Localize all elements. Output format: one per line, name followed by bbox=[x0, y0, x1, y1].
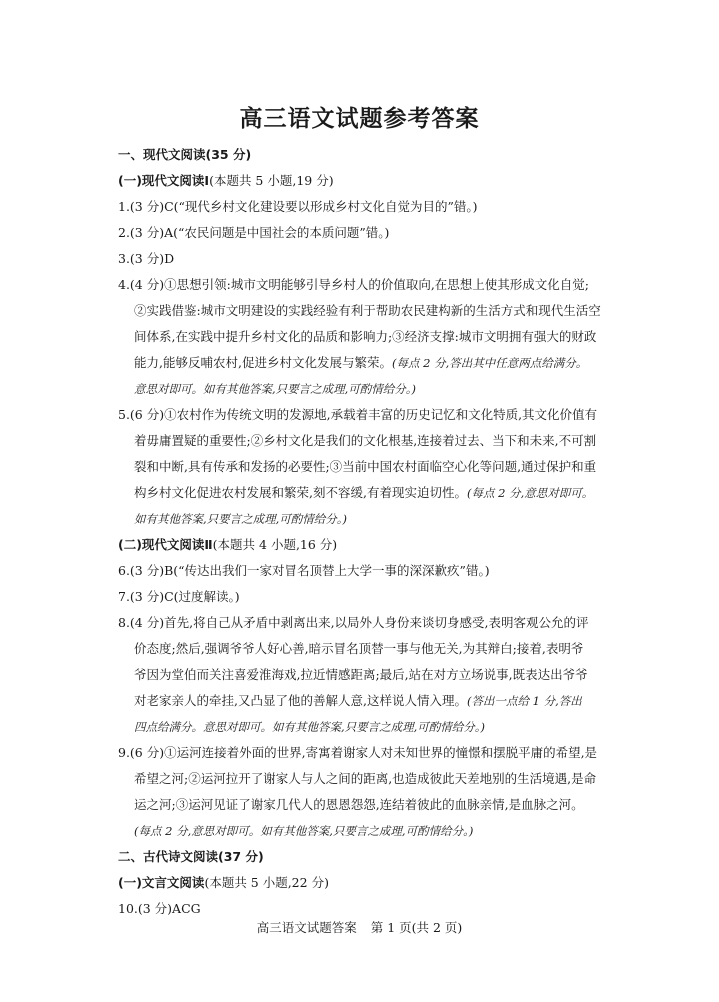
line-text: 2.(3 分)A(“农民问题是中国社会的本质问题”错。) bbox=[118, 225, 390, 240]
line-text: 爷因为堂伯而关注喜爱淮海戏,拉近情感距离;最后,站在对方立场说事,既表达出爷爷 bbox=[134, 667, 588, 682]
scoring-note: (答出一点给 1 分,答出 bbox=[466, 694, 582, 708]
answer-item bbox=[118, 740, 666, 766]
scoring-note: 如有其他答案,只要言之成理,可酌情给分。) bbox=[134, 512, 348, 526]
line-text: 5.(6 分)①农村作为传统文明的发源地,承载着丰富的历史记忆和文化特质,其文化价值有 bbox=[118, 407, 598, 422]
line-text: 二、古代诗文阅读(37 分) bbox=[118, 849, 264, 864]
line-text: 9.(6 分)①运河连接着外面的世界,寄寓着谢家人对未知世界的憧憬和摆脱平庸的希望,是 bbox=[118, 745, 598, 760]
answer-item bbox=[118, 558, 666, 584]
section-heading bbox=[118, 142, 666, 168]
line-text: 希望之河;②运河拉开了谢家人与人之间的距离,也造成彼此天差地别的生活境遇,是命 bbox=[134, 771, 597, 786]
line-text: 3.(3 分)D bbox=[118, 251, 175, 266]
line-text: (一)现代文阅读Ⅰ bbox=[118, 173, 210, 188]
scoring-note: (每点 2 分,答出其中任意两点给满分。 bbox=[391, 356, 588, 370]
scoring-note: (每点 2 分,意思对即可。 bbox=[466, 486, 594, 500]
answer-continuation bbox=[118, 688, 666, 714]
scoring-note: 四点给满分。意思对即可。如有其他答案,只要言之成理,可酌情给分。) bbox=[134, 720, 486, 734]
answer-continuation bbox=[118, 766, 666, 792]
section-heading bbox=[118, 168, 666, 194]
line-text: 间体系,在实践中提升乡村文化的品质和影响力;③经济支撑:城市文明拥有强大的财政 bbox=[134, 329, 597, 344]
line-text: 7.(3 分)C(过度解读。) bbox=[118, 589, 240, 604]
line-text: 6.(3 分)B(“传达出我们一家对冒名顶替上大学一事的深深歉疚”错。) bbox=[118, 563, 490, 578]
answer-continuation bbox=[118, 662, 666, 688]
line-text: 裂和中断,具有传承和发扬的必要性;③当前中国农村面临空心化等问题,通过保护和重 bbox=[134, 459, 597, 474]
answer-continuation bbox=[118, 636, 666, 662]
line-text: 构乡村文化促进农村发展和繁荣,刻不容缓,有着现实迫切性。 bbox=[134, 485, 467, 500]
answer-item bbox=[118, 402, 666, 428]
answer-item bbox=[118, 220, 666, 246]
answer-continuation bbox=[118, 298, 666, 324]
page-footer bbox=[0, 918, 719, 936]
section-heading bbox=[118, 870, 666, 896]
section-heading bbox=[118, 844, 666, 870]
heading-detail: (本题共 5 小题,19 分) bbox=[209, 173, 334, 188]
answer-continuation bbox=[118, 454, 666, 480]
answer-continuation bbox=[118, 428, 666, 454]
answer-content bbox=[118, 142, 666, 922]
line-text: (一)文言文阅读 bbox=[118, 875, 205, 890]
answer-continuation bbox=[118, 818, 666, 844]
answer-continuation bbox=[118, 350, 666, 376]
line-text: 着毋庸置疑的重要性;②乡村文化是我们的文化根基,连接着过去、当下和未来,不可割 bbox=[134, 433, 597, 448]
answer-item bbox=[118, 610, 666, 636]
answer-continuation bbox=[118, 376, 666, 402]
footer-doc-title: 高三语文试题答案 bbox=[256, 920, 357, 935]
heading-detail: (本题共 4 小题,16 分) bbox=[212, 537, 338, 552]
line-text: 4.(4 分)①思想引领:城市文明能够引导乡村人的价值取向,在思想上使其形成文化自觉; bbox=[118, 277, 590, 292]
answer-continuation bbox=[118, 714, 666, 740]
line-text: 8.(4 分)首先,将自己从矛盾中剥离出来,以局外人身份来谈切身感受,表明客观公允的评 bbox=[118, 615, 589, 630]
page-title: 高三语文试题参考答案 bbox=[239, 106, 480, 132]
answer-continuation bbox=[118, 324, 666, 350]
answer-item bbox=[118, 246, 666, 272]
scoring-note: (每点 2 分,意思对即可。如有其他答案,只要言之成理,可酌情给分。) bbox=[134, 824, 474, 838]
line-text: 对老家亲人的牵挂,又凸显了他的善解人意,这样说人情入理。 bbox=[134, 693, 467, 708]
line-text: 运之河;③运河见证了谢家几代人的恩恩怨怨,连结着彼此的血脉亲情,是血脉之河。 bbox=[134, 797, 584, 812]
answer-item bbox=[118, 584, 666, 610]
section-heading bbox=[118, 532, 666, 558]
answer-continuation bbox=[118, 792, 666, 818]
answer-item bbox=[118, 272, 666, 298]
footer-page-number: 第 1 页(共 2 页) bbox=[370, 920, 463, 935]
answer-item bbox=[118, 194, 666, 220]
line-text: 价态度;然后,强调爷爷人好心善,暗示冒名顶替一事与他无关,为其辩白;接着,表明爷 bbox=[134, 641, 584, 656]
answer-continuation bbox=[118, 506, 666, 532]
scoring-note: 意思对即可。如有其他答案,只要言之成理,可酌情给分。) bbox=[134, 382, 417, 396]
line-text: (二)现代文阅读Ⅱ bbox=[118, 537, 213, 552]
line-text: 10.(3 分)ACG bbox=[118, 901, 201, 916]
answer-continuation bbox=[118, 480, 666, 506]
line-text: ②实践借鉴:城市文明建设的实践经验有利于帮助农民建构新的生活方式和现代生活空 bbox=[134, 303, 601, 318]
line-text: 1.(3 分)C(“现代乡村文化建设要以形成乡村文化自觉为目的”错。) bbox=[118, 199, 478, 214]
line-text: 能力,能够反哺农村,促进乡村文化发展与繁荣。 bbox=[134, 355, 392, 370]
heading-detail: (本题共 5 小题,22 分) bbox=[204, 875, 329, 890]
line-text: 一、现代文阅读(35 分) bbox=[118, 147, 252, 162]
